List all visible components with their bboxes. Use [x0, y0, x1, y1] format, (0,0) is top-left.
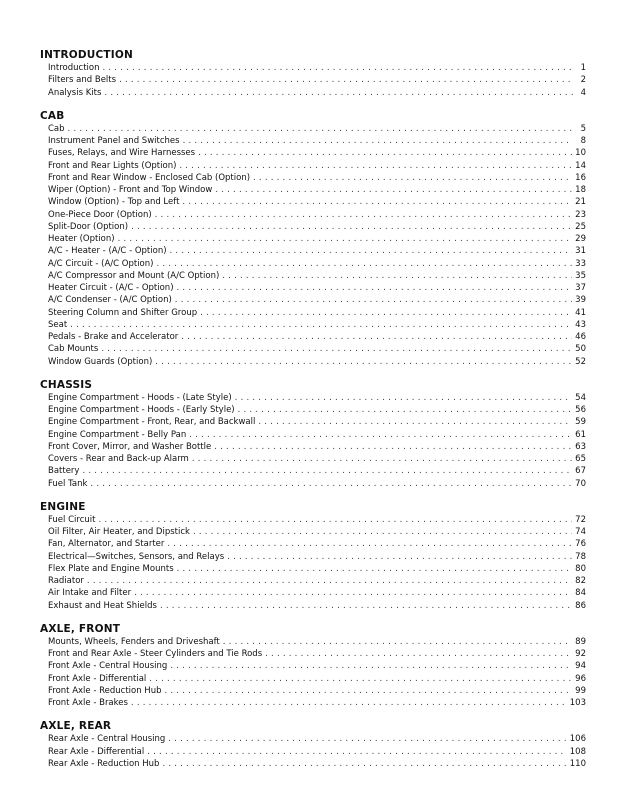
toc-entry[interactable]	[40, 697, 586, 709]
toc-entry-page-number: 25	[575, 221, 586, 232]
toc-entry[interactable]	[40, 160, 586, 172]
toc-entry-title: Fuses, Relays, and Wire Harnesses	[48, 148, 196, 159]
toc-entry-title: Front and Rear Axle - Steer Cylinders and Tie Rods	[48, 649, 263, 659]
toc-entry[interactable]	[40, 172, 586, 184]
dot-leader	[179, 160, 572, 172]
dot-leader	[182, 196, 572, 208]
toc-entry-page-number: 61	[575, 429, 586, 440]
dot-leader	[82, 465, 572, 477]
toc-entry[interactable]	[40, 62, 586, 74]
toc-entry-page-number: 18	[575, 185, 586, 195]
toc-entry-page-number: 16	[575, 172, 586, 183]
dot-leader	[87, 575, 572, 587]
toc-entry[interactable]	[40, 294, 586, 306]
toc-entry-page-number: 50	[575, 344, 586, 355]
toc-entry[interactable]	[40, 258, 586, 270]
dot-leader	[181, 331, 572, 343]
dot-leader	[160, 600, 572, 612]
toc-entry-page-number: 89	[575, 636, 586, 647]
toc-entry[interactable]	[40, 404, 586, 416]
dot-leader	[258, 416, 572, 428]
toc-entry-page-number: 63	[575, 441, 586, 452]
toc-entry-page-number: 74	[575, 527, 586, 537]
toc-entry-title: Steering Column and Shifter Group	[48, 307, 198, 318]
dot-leader	[170, 660, 572, 672]
toc-entry-page-number: 99	[575, 685, 586, 696]
toc-entry-title: Heater (Option)	[48, 234, 115, 244]
dot-leader	[149, 673, 572, 685]
toc-entry-title: Electrical—Switches, Sensors, and Relays	[48, 551, 225, 562]
dot-leader	[235, 392, 573, 404]
toc-section	[40, 622, 586, 710]
section-heading: ENGINE	[40, 500, 86, 513]
toc-entry-page-number: 4	[580, 87, 586, 98]
toc-entry[interactable]	[40, 282, 586, 294]
toc-entry-page-number: 5	[580, 123, 586, 134]
toc-entry[interactable]	[40, 538, 586, 550]
toc-entry[interactable]	[40, 587, 586, 599]
toc-entry-page-number: 39	[575, 295, 586, 306]
toc-entry-title: Instrument Panel and Switches	[48, 136, 180, 146]
toc-entry[interactable]	[40, 331, 586, 343]
toc-entry-page-number: 46	[575, 332, 586, 342]
toc-entry[interactable]	[40, 648, 586, 660]
toc-entry-page-number: 31	[575, 246, 586, 257]
toc-entry-page-number: 106	[569, 734, 586, 745]
table-of-contents	[40, 48, 586, 780]
toc-entry-page-number: 94	[575, 661, 586, 672]
toc-entry[interactable]	[40, 465, 586, 477]
dot-leader	[170, 245, 573, 257]
toc-entry-title: Split-Door (Option)	[48, 221, 129, 232]
dot-leader	[198, 147, 572, 159]
toc-entry-page-number: 67	[575, 466, 586, 477]
toc-entry-page-number: 92	[575, 649, 586, 659]
toc-entry-page-number: 96	[575, 673, 586, 684]
toc-entry-title: Heater Circuit - (A/C - Option)	[48, 283, 174, 293]
toc-entry[interactable]	[40, 563, 586, 575]
dot-leader	[167, 538, 572, 550]
dot-leader	[193, 526, 572, 538]
toc-entry-page-number: 43	[575, 319, 586, 330]
toc-entry-page-number: 84	[575, 588, 586, 599]
toc-entry[interactable]	[40, 184, 586, 196]
toc-entry[interactable]	[40, 551, 586, 563]
section-heading: AXLE, FRONT	[40, 622, 121, 635]
toc-entry-page-number: 54	[575, 392, 586, 403]
dot-leader	[189, 429, 572, 441]
toc-entry[interactable]	[40, 600, 586, 612]
toc-entry-page-number: 80	[575, 563, 586, 574]
dot-leader	[222, 270, 572, 282]
toc-entry-title: Air Intake and Filter	[48, 588, 132, 599]
dot-leader	[68, 123, 573, 135]
toc-section	[40, 719, 586, 770]
toc-entry-title: Radiator	[48, 576, 84, 586]
toc-entry-page-number: 1	[580, 63, 586, 73]
toc-entry[interactable]	[40, 453, 586, 465]
dot-leader	[192, 453, 572, 465]
toc-section	[40, 378, 586, 490]
toc-entry-title: Pedals - Brake and Accelerator	[48, 332, 179, 342]
toc-entry[interactable]	[40, 196, 586, 208]
dot-leader	[223, 636, 572, 648]
dot-leader	[177, 282, 573, 294]
dot-leader	[90, 478, 572, 490]
toc-entry-title: Front and Rear Window - Enclosed Cab (Option)	[48, 172, 251, 183]
dot-leader	[265, 648, 572, 660]
toc-entry[interactable]	[40, 685, 586, 697]
toc-entry[interactable]	[40, 660, 586, 672]
toc-entry-title: Window (Option) - Top and Left	[48, 197, 180, 208]
toc-entry[interactable]	[40, 87, 586, 99]
dot-leader	[70, 319, 572, 331]
toc-entry-title: Front and Rear Lights (Option)	[48, 160, 177, 171]
toc-entry-title: Front Cover, Mirror, and Washer Bottle	[48, 441, 212, 452]
toc-entry-page-number: 35	[575, 270, 586, 281]
toc-entry-page-number: 82	[575, 576, 586, 586]
dot-leader	[147, 746, 567, 758]
toc-entry[interactable]	[40, 74, 586, 86]
section-heading: INTRODUCTION	[40, 49, 133, 61]
toc-entry-title: Battery	[48, 466, 80, 477]
toc-entry[interactable]	[40, 758, 586, 770]
toc-entry-title: A/C Condenser - (A/C Option)	[48, 295, 172, 306]
section-heading: AXLE, REAR	[40, 720, 112, 733]
toc-entry-title: Oil Filter, Air Heater, and Dipstick	[48, 527, 190, 537]
dot-leader	[98, 514, 572, 526]
dot-leader	[175, 294, 572, 306]
dot-leader	[177, 563, 573, 575]
toc-entry[interactable]	[40, 392, 586, 404]
dot-leader	[200, 307, 572, 319]
toc-entry[interactable]	[40, 514, 586, 526]
dot-leader	[119, 74, 573, 86]
toc-entry-page-number: 41	[575, 307, 586, 318]
toc-entry-title: Front Axle - Brakes	[48, 698, 128, 708]
dot-leader	[155, 356, 572, 368]
toc-entry[interactable]	[40, 441, 586, 453]
toc-entry-page-number: 78	[575, 551, 586, 562]
section-heading: CAB	[40, 109, 65, 122]
toc-entry-page-number: 2	[580, 75, 586, 86]
toc-entry-title: Front Axle - Differential	[48, 673, 147, 684]
toc-entry-title: A/C Compressor and Mount (A/C Option)	[48, 270, 220, 281]
toc-entry[interactable]	[40, 356, 586, 368]
dot-leader	[134, 587, 572, 599]
toc-entry-page-number: 14	[575, 160, 586, 171]
toc-entry-page-number: 29	[575, 234, 586, 244]
toc-entry-title: One-Piece Door (Option)	[48, 209, 152, 220]
toc-entry[interactable]	[40, 526, 586, 538]
dot-leader	[155, 209, 573, 221]
toc-entry[interactable]	[40, 746, 586, 758]
toc-entry-page-number: 72	[575, 514, 586, 525]
dot-leader	[131, 697, 567, 709]
toc-entry-page-number: 108	[569, 746, 586, 757]
dot-leader	[164, 685, 572, 697]
toc-section	[40, 48, 586, 99]
dot-leader	[102, 62, 573, 74]
toc-entry[interactable]	[40, 147, 586, 159]
section-heading: CHASSIS	[40, 378, 93, 391]
toc-entry-title: Rear Axle - Reduction Hub	[48, 758, 160, 769]
toc-section	[40, 500, 586, 612]
toc-entry[interactable]	[40, 575, 586, 587]
toc-entry-title: Analysis Kits	[48, 87, 102, 98]
toc-entry[interactable]	[40, 319, 586, 331]
toc-entry-title: Rear Axle - Differential	[48, 746, 145, 757]
dot-leader	[156, 258, 572, 270]
toc-entry-title: Fuel Circuit	[48, 514, 96, 525]
toc-section	[40, 109, 586, 368]
dot-leader	[118, 233, 573, 245]
toc-entry-title: Rear Axle - Central Housing	[48, 734, 166, 745]
toc-entry[interactable]	[40, 209, 586, 221]
toc-entry[interactable]	[40, 307, 586, 319]
toc-entry-page-number: 86	[575, 600, 586, 611]
toc-entry-title: Mounts, Wheels, Fenders and Driveshaft	[48, 636, 220, 647]
toc-entry-page-number: 52	[575, 356, 586, 367]
toc-entry-title: Introduction	[48, 63, 100, 73]
toc-entry-title: Engine Compartment - Front, Rear, and Backwall	[48, 417, 256, 428]
toc-entry[interactable]	[40, 343, 586, 355]
dot-leader	[238, 404, 573, 416]
toc-entry-page-number: 8	[580, 136, 586, 146]
toc-entry-title: Fan, Alternator, and Starter	[48, 539, 165, 550]
toc-entry-page-number: 76	[575, 539, 586, 550]
toc-entry[interactable]	[40, 270, 586, 282]
dot-leader	[131, 221, 572, 233]
toc-entry-page-number: 65	[575, 454, 586, 464]
toc-entry-title: Cab Mounts	[48, 344, 99, 355]
toc-entry[interactable]	[40, 123, 586, 135]
toc-entry[interactable]	[40, 733, 586, 745]
toc-entry-title: Engine Compartment - Hoods - (Early Style)	[48, 405, 235, 415]
toc-entry-title: Window Guards (Option)	[48, 356, 153, 367]
toc-entry-page-number: 59	[575, 417, 586, 428]
dot-leader	[101, 343, 572, 355]
toc-entry-title: A/C Circuit - (A/C Option)	[48, 258, 154, 269]
toc-entry-page-number: 33	[575, 258, 586, 269]
toc-entry[interactable]	[40, 221, 586, 233]
dot-leader	[183, 135, 573, 147]
toc-entry[interactable]	[40, 673, 586, 685]
toc-entry[interactable]	[40, 478, 586, 490]
dot-leader	[227, 551, 572, 563]
dot-leader	[104, 87, 573, 99]
toc-entry-page-number: 103	[569, 698, 586, 708]
toc-entry-page-number: 110	[569, 758, 586, 769]
toc-entry[interactable]	[40, 233, 586, 245]
toc-entry-title: Fuel Tank	[48, 478, 88, 489]
toc-entry[interactable]	[40, 416, 586, 428]
toc-entry-title: Covers - Rear and Back-up Alarm	[48, 454, 189, 464]
toc-entry-title: A/C - Heater - (A/C - Option)	[48, 246, 167, 257]
toc-entry-page-number: 23	[575, 209, 586, 220]
toc-entry-title: Seat	[48, 319, 68, 330]
toc-entry-title: Cab	[48, 123, 65, 134]
toc-entry-title: Engine Compartment - Belly Pan	[48, 429, 187, 440]
toc-entry-title: Exhaust and Heat Shields	[48, 600, 157, 611]
toc-entry-title: Flex Plate and Engine Mounts	[48, 563, 174, 574]
toc-entry[interactable]	[40, 636, 586, 648]
toc-entry-title: Front Axle - Reduction Hub	[48, 685, 162, 696]
toc-entry-page-number: 37	[575, 283, 586, 293]
dot-leader	[168, 733, 566, 745]
toc-entry-title: Wiper (Option) - Front and Top Window	[48, 185, 213, 195]
toc-entry-page-number: 21	[575, 197, 586, 208]
toc-entry[interactable]	[40, 135, 586, 147]
toc-entry[interactable]	[40, 429, 586, 441]
dot-leader	[253, 172, 572, 184]
toc-entry-title: Engine Compartment - Hoods - (Late Style)	[48, 392, 232, 403]
toc-entry-title: Filters and Belts	[48, 75, 117, 86]
dot-leader	[162, 758, 566, 770]
toc-entry-page-number: 70	[575, 478, 586, 489]
toc-entry-page-number: 56	[575, 405, 586, 415]
toc-entry-title: Front Axle - Central Housing	[48, 661, 168, 672]
toc-entry-page-number: 10	[575, 148, 586, 159]
dot-leader	[215, 184, 572, 196]
dot-leader	[214, 441, 572, 453]
toc-entry[interactable]	[40, 245, 586, 257]
